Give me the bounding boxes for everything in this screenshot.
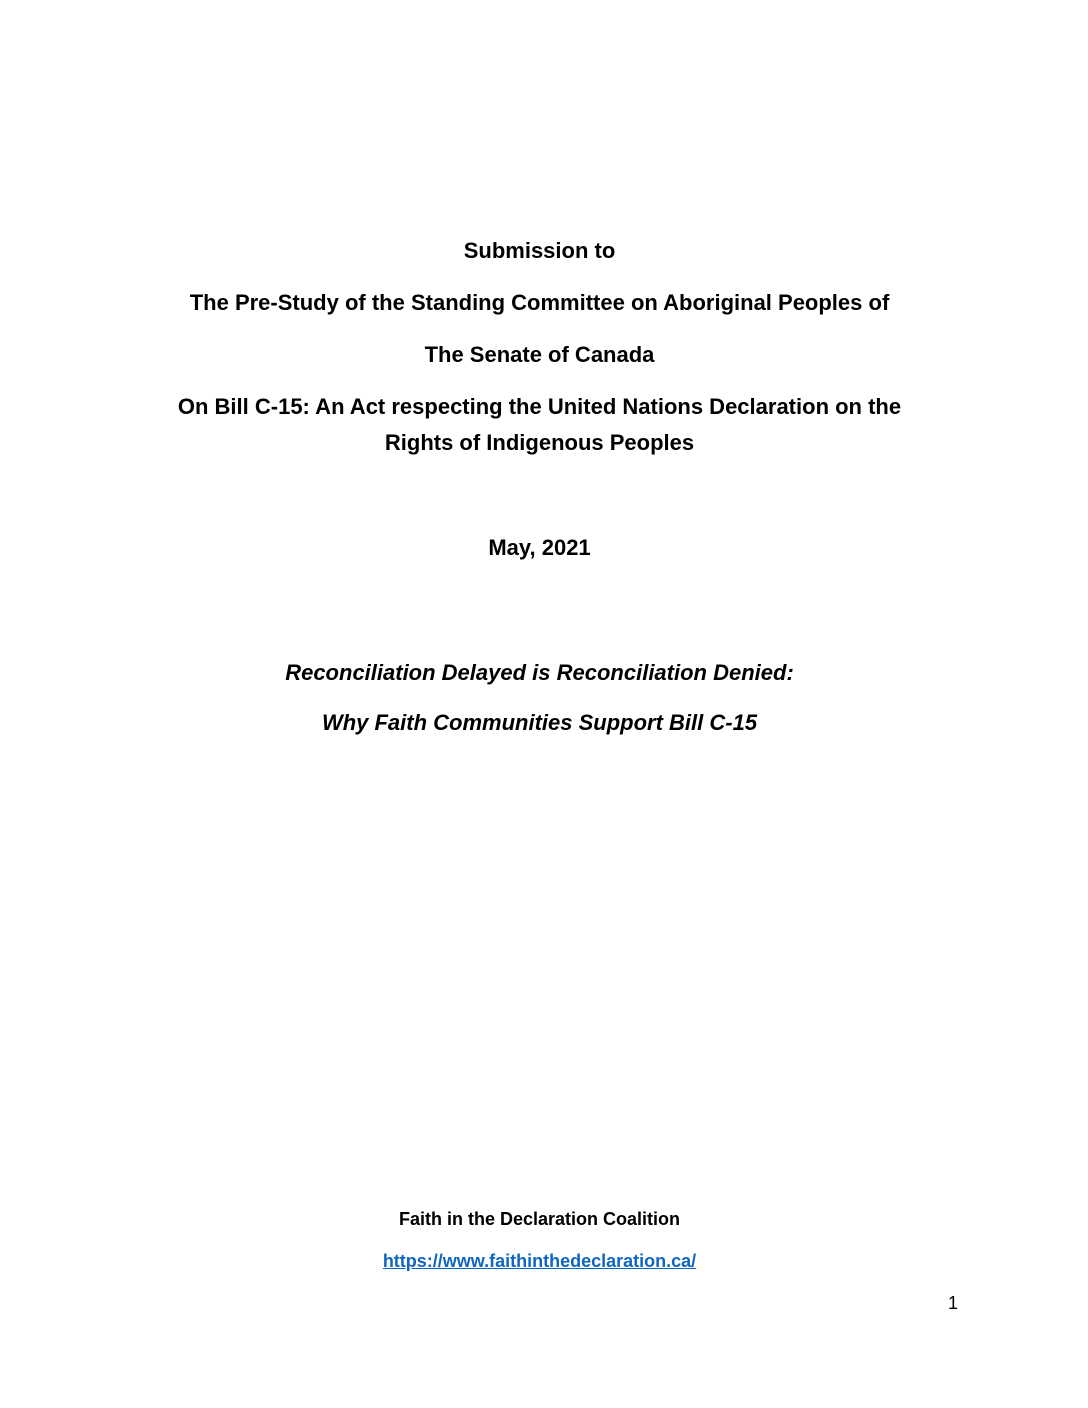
title-bill-line-1: On Bill C-15: An Act respecting the United Nations Declaration on the	[177, 394, 902, 419]
organization-name: Faith in the Declaration Coalition	[398, 1209, 681, 1229]
website-link-row	[135, 1249, 944, 1273]
subtitle-reconciliation: Reconciliation Delayed is Reconciliation Denied:	[285, 660, 794, 685]
document-date: May, 2021	[488, 535, 591, 560]
title-submission-to: Submission to	[463, 238, 616, 263]
page-number: 1	[948, 1293, 959, 1313]
title-pre-study: The Pre-Study of the Standing Committee on Aboriginal Peoples of	[189, 290, 890, 315]
website-link[interactable]: https://www.faithinthedeclaration.ca/	[382, 1251, 697, 1271]
title-senate: The Senate of Canada	[424, 342, 655, 367]
subtitle-why-faith: Why Faith Communities Support Bill C-15	[321, 710, 758, 735]
title-bill-line-2: Rights of Indigenous Peoples	[384, 430, 695, 455]
